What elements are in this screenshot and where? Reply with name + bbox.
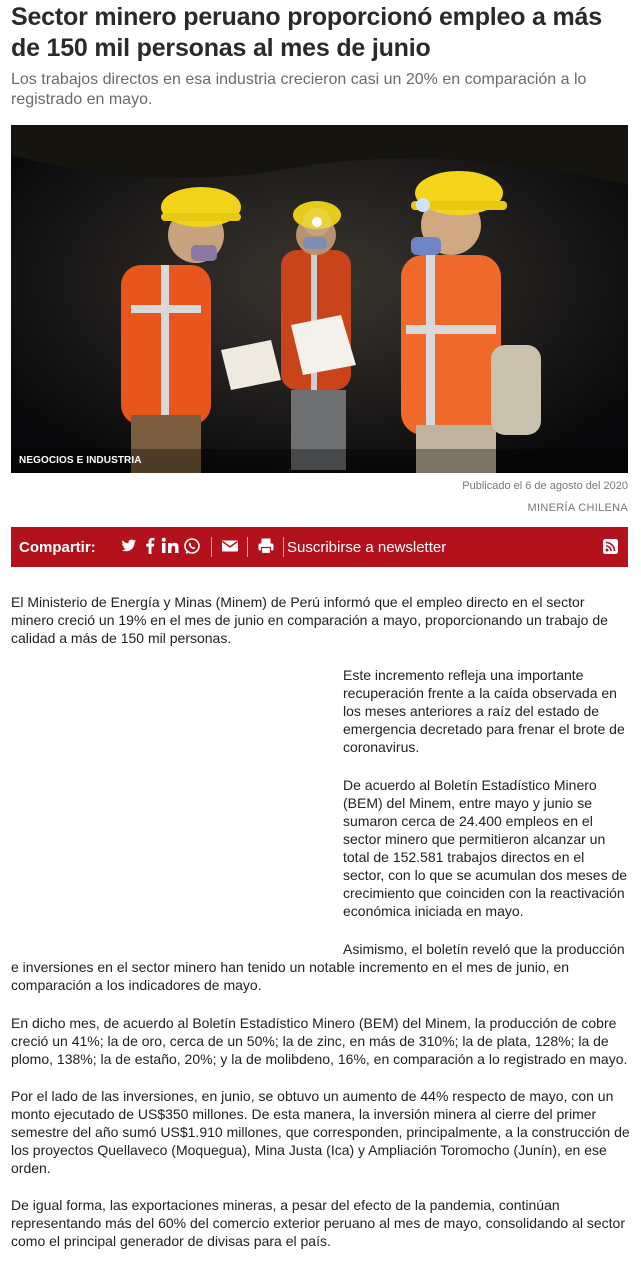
article-paragraph: El Ministerio de Energía y Minas (Minem) de Perú informó que el empleo directo en el sector minero creció un 19% en el mes de junio en comparación a mayo, proporcionando un trabajo de calidad a más de 150 mil personas.	[11, 594, 608, 646]
article-paragraph: Este incremento refleja una importante recuperación frente a la caída observada en los meses anteriores a raíz del estado de emergencia decretado para frenar el brote de coronavirus.	[343, 667, 625, 755]
share-label: Compartir:	[19, 539, 96, 556]
article-paragraph: Por el lado de las inversiones, en junio, se obtuvo un aumento de 44% respecto de mayo, con un monto ejecutado de US$350 millones. De esta manera, la inversión minera al cierre del primer semestre del año sumó US$1.910 millones, que corresponden, principalmente, a la construcción de los proyectos Quellaveco (Moquegua), Mina Justa (Ica) y Ampliación Toromocho (Junín), en ese orden.	[11, 1088, 630, 1176]
publish-date: Publicado el 6 de agosto del 2020	[462, 480, 628, 492]
article-subtitle: Los trabajos directos en esa industria crecieron casi un 20% en comparación a lo registrado en mayo.	[11, 71, 587, 108]
image-category-label[interactable]: NEGOCIOS E INDUSTRIA	[19, 455, 142, 466]
rss-icon[interactable]	[603, 539, 618, 559]
article-paragraph: En dicho mes, de acuerdo al Boletín Estadístico Minero (BEM) del Minem, la producción de cobre creció un 41%; la de oro, cerca de un 50%; la de zinc, en más de 310%; la de plata, 128%; la de plomo, 138%; la de estaño, 20%; y la de molibdeno, 16%, en comparación a lo registrado en mayo.	[11, 1015, 628, 1067]
print-icon[interactable]	[257, 537, 275, 560]
article-source[interactable]: MINERÍA CHILENA	[527, 502, 628, 514]
facebook-icon[interactable]	[145, 537, 155, 560]
image-category-bar	[11, 449, 628, 473]
article-paragraph: Asimismo, el boletín reveló que la producción e inversiones en el sector minero han tenido un notable incremento en el mes de junio, en comparación a los indicadores de mayo.	[11, 941, 625, 993]
article-paragraph: De igual forma, las exportaciones mineras, a pesar del efecto de la pandemia, continúan representando más del 60% del comercio exterior peruano al mes de mayo, consolidando al sector como el principal generador de divisas para el país.	[11, 1197, 626, 1249]
whatsapp-icon[interactable]	[183, 537, 201, 560]
email-icon[interactable]	[221, 537, 239, 560]
share-bar	[11, 527, 628, 567]
linkedin-icon[interactable]	[161, 537, 179, 560]
newsletter-link[interactable]: Suscribirse a newsletter	[287, 539, 447, 556]
hero-image	[11, 125, 628, 473]
article-paragraph: De acuerdo al Boletín Estadístico Minero (BEM) del Minem, entre mayo y junio se sumaron cerca de 24.400 empleos en el sector minero que permitieron alcanzar un total de 152.581 trabajos directos en el sector, con lo que se acumulan dos meses de crecimiento que coinciden con la reactivación económica iniciada en mayo.	[343, 777, 628, 919]
miners-illustration	[11, 125, 628, 473]
twitter-icon[interactable]	[121, 537, 137, 560]
article-title: Sector minero peruano proporcionó empleo a más de 150 mil personas al mes de junio	[11, 3, 602, 62]
